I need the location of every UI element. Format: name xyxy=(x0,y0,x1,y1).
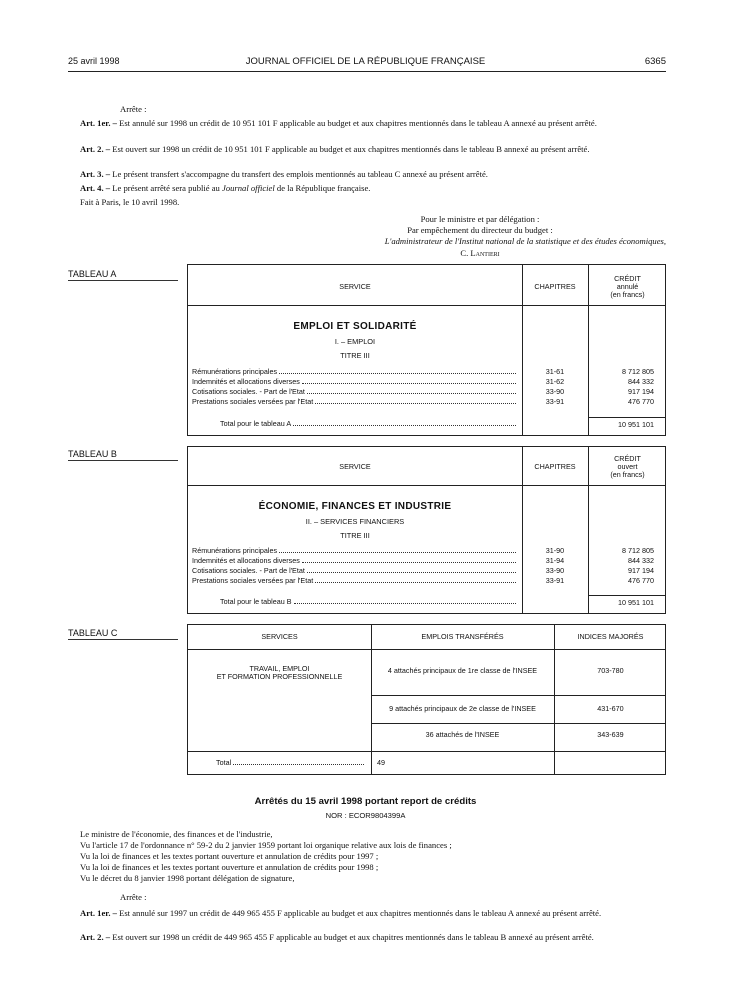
credit-cell: 476 770 xyxy=(628,397,654,406)
article-3 xyxy=(68,169,666,179)
total-row: Total xyxy=(216,759,366,767)
article-1-text: Est annulé sur 1998 un crédit de 10 951 101 F applicable au budget et aux chapitres mentionnés dans le tableau A annexé au présent arrêté. xyxy=(119,118,597,128)
article-2 xyxy=(68,932,666,942)
emploi-cell: 36 attachés de l'INSEE xyxy=(425,730,500,739)
emploi-cell: 4 attachés principaux de 1re classe de l'INSEE xyxy=(387,666,538,675)
total-value: 10 951 101 xyxy=(618,598,654,607)
arrete-heading: Arrête : xyxy=(120,104,147,114)
table-row: Indemnités et allocations diverses xyxy=(192,557,518,565)
chapitre-cell: 31-94 xyxy=(545,556,565,565)
col-emplois: EMPLOIS TRANSFÉRÉS xyxy=(421,632,504,641)
signature-line-2: Par empêchement du directeur du budget : xyxy=(407,225,553,235)
fait-a-paris: Fait à Paris, le 10 avril 1998. xyxy=(80,197,180,207)
credit-cell: 844 332 xyxy=(628,556,654,565)
article-4-text-a: Le présent arrêté sera publié au xyxy=(112,183,222,193)
chapitre-cell: 31-61 xyxy=(545,367,565,376)
decree-title: Arrêtés du 15 avril 1998 portant report de crédits xyxy=(254,796,477,807)
article-1 xyxy=(68,118,666,128)
total-value: 10 951 101 xyxy=(618,420,654,429)
article-1-label: Art. 1er. – xyxy=(80,908,117,918)
indices-cell: 343-639 xyxy=(597,730,624,739)
article-1-text: Est annulé sur 1997 un crédit de 449 965 455 F applicable au budget et aux chapitres mentionnés dans le tableau A annexé au présent arrêté. xyxy=(119,908,602,918)
ministry-heading: ÉCONOMIE, FINANCES ET INDUSTRIE xyxy=(258,501,452,512)
indices-cell: 703-780 xyxy=(597,666,624,675)
article-2-text: Est ouvert sur 1998 un crédit de 449 965 455 F applicable au budget et aux chapitres mentionnés dans le tableau B annexé au présent arrêté. xyxy=(112,932,594,942)
signature-line-1: Pour le ministre et par délégation : xyxy=(420,214,540,224)
table-row: Rémunérations principales xyxy=(192,368,518,376)
col-chapitres: CHAPITRES xyxy=(534,462,576,471)
ministry-heading: EMPLOI ET SOLIDARITÉ xyxy=(293,321,417,332)
chapitre-cell: 31-90 xyxy=(545,546,565,555)
service-name: TRAVAIL, EMPLOI ET FORMATION PROFESSIONNELLE xyxy=(216,664,343,681)
header-date: 25 avril 1998 xyxy=(68,56,120,66)
section-subheading: II. – SERVICES FINANCIERS xyxy=(305,517,405,526)
vu-line: Vu la loi de finances et les textes portant ouverture et annulation de crédits pour 1997 ; xyxy=(80,851,379,861)
chapitre-cell: 33-91 xyxy=(545,397,565,406)
indices-cell: 431-670 xyxy=(597,704,624,713)
col-services: SERVICES xyxy=(261,632,298,641)
article-4-text-b: de la République française. xyxy=(274,183,371,193)
credit-cell: 8 712 805 xyxy=(622,546,654,555)
col-credit: CRÉDIT ouvert (en francs) xyxy=(610,454,645,479)
table-row: Prestations sociales versées par l'Etat xyxy=(192,577,518,585)
table-row: Cotisations sociales. - Part de l'Etat xyxy=(192,388,518,396)
col-credit: CRÉDIT annulé (en francs) xyxy=(610,274,645,299)
tableau-c xyxy=(187,624,666,775)
article-2 xyxy=(68,144,666,154)
arrete-heading: Arrête : xyxy=(120,892,147,902)
article-1-label: Art. 1er. – xyxy=(80,118,117,128)
table-row: Rémunérations principales xyxy=(192,547,518,555)
table-row: Cotisations sociales. - Part de l'Etat xyxy=(192,567,518,575)
vu-line: Vu l'article 17 de l'ordonnance n° 59-2 du 2 janvier 1959 portant loi organique relative aux lois de finances ; xyxy=(80,840,452,850)
col-chapitres: CHAPITRES xyxy=(534,282,576,291)
credit-cell: 844 332 xyxy=(628,377,654,386)
table-row: Prestations sociales versées par l'Etat xyxy=(192,398,518,406)
tableau-c-label: TABLEAU C xyxy=(68,628,178,640)
credit-cell: 917 194 xyxy=(628,566,654,575)
article-2-text: Est ouvert sur 1998 un crédit de 10 951 101 F applicable au budget et aux chapitres mentionnés dans le tableau B annexé au présent arrêté. xyxy=(112,144,590,154)
journal-title: JOURNAL OFFICIEL DE LA RÉPUBLIQUE FRANÇAISE xyxy=(245,56,486,67)
article-4 xyxy=(68,183,666,193)
article-2-label: Art. 2. – xyxy=(80,932,111,942)
tableau-b xyxy=(187,446,666,614)
credit-cell: 476 770 xyxy=(628,576,654,585)
article-4-label: Art. 4. – xyxy=(80,183,111,193)
titre-heading: TITRE III xyxy=(340,531,370,540)
ministre-line: Le ministre de l'économie, des finances et de l'industrie, xyxy=(80,829,273,839)
chapitre-cell: 33-91 xyxy=(545,576,565,585)
article-3-label: Art. 3. – xyxy=(80,169,111,179)
signature-line-3: L'administrateur de l'Institut national de la statistique et des études économiques, xyxy=(384,236,666,246)
titre-heading: TITRE III xyxy=(340,351,370,360)
page-number: 6365 xyxy=(644,56,666,67)
total-row: Total pour le tableau B xyxy=(220,598,518,606)
article-3-text: Le présent transfert s'accompagne du transfert des emplois mentionnés au tableau C annexé au présent arrêté. xyxy=(112,169,488,179)
total-row: Total pour le tableau A xyxy=(220,420,518,428)
signature-name: C. Lantieri xyxy=(460,248,500,258)
journal-officiel-ref: Journal officiel xyxy=(222,183,275,193)
tableau-a-label: TABLEAU A xyxy=(68,269,178,281)
chapitre-cell: 33-90 xyxy=(545,566,565,575)
col-indices: INDICES MAJORÉS xyxy=(577,632,644,641)
emploi-cell: 9 attachés principaux de 2e classe de l'INSEE xyxy=(389,704,536,713)
chapitre-cell: 33-90 xyxy=(545,387,565,396)
vu-line: Vu le décret du 8 janvier 1998 portant délégation de signature, xyxy=(80,873,295,883)
section-subheading: I. – EMPLOI xyxy=(334,337,376,346)
tableau-a xyxy=(187,264,666,436)
credit-cell: 8 712 805 xyxy=(622,367,654,376)
header-rule xyxy=(68,71,666,72)
table-row: Indemnités et allocations diverses xyxy=(192,378,518,386)
col-service: SERVICE xyxy=(339,282,371,291)
total-value: 49 xyxy=(377,758,385,767)
col-service: SERVICE xyxy=(339,462,371,471)
article-2-label: Art. 2. – xyxy=(80,144,111,154)
chapitre-cell: 31-62 xyxy=(545,377,565,386)
nor-reference: NOR : ECOR9804399A xyxy=(325,811,406,820)
vu-line: Vu la loi de finances et les textes portant ouverture et annulation de crédits pour 1998 ; xyxy=(80,862,379,872)
article-1 xyxy=(68,908,666,918)
tableau-b-label: TABLEAU B xyxy=(68,449,178,461)
credit-cell: 917 194 xyxy=(628,387,654,396)
